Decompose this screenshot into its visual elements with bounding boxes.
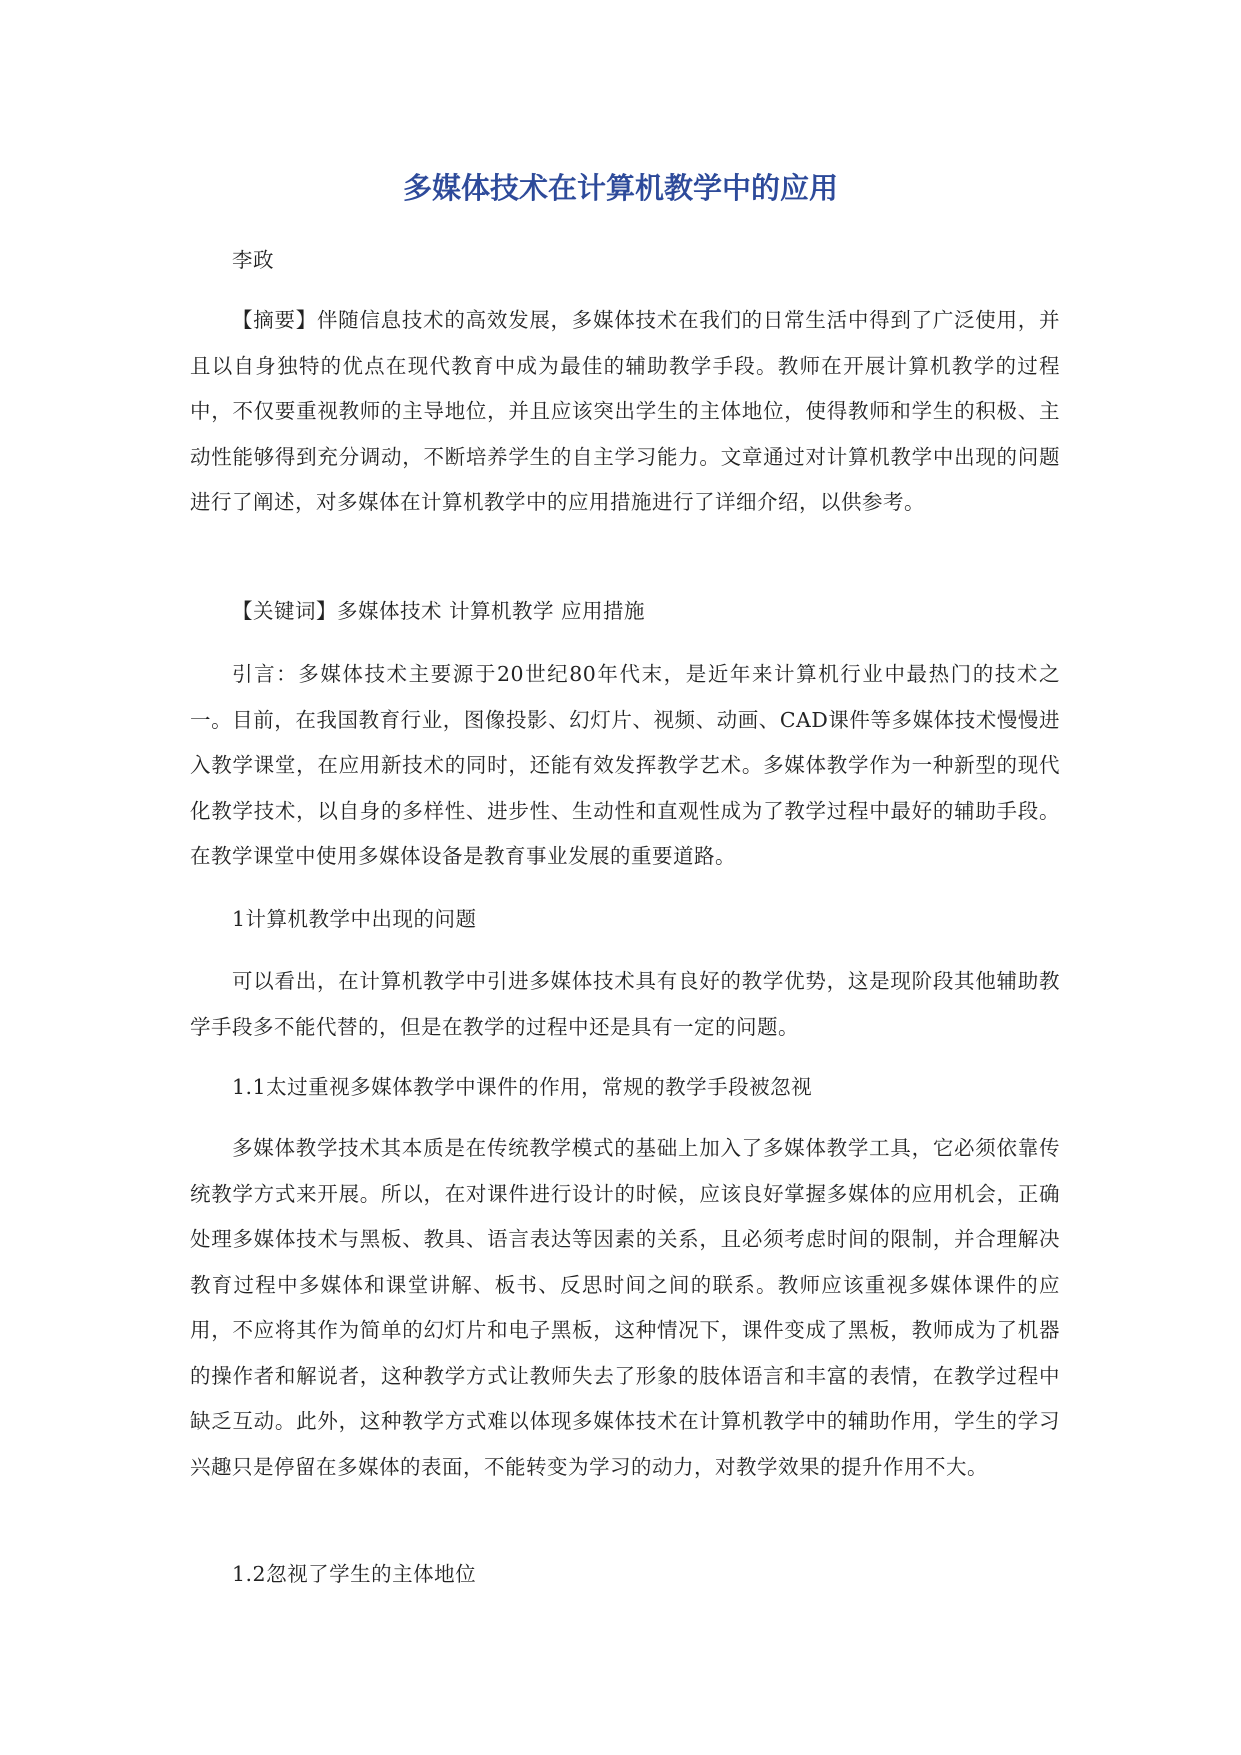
section-1-heading: 1计算机教学中出现的问题 — [232, 907, 477, 931]
section-1-paragraph: 可以看出，在计算机教学中引进多媒体技术具有良好的教学优势，这是现阶段其他辅助教学手段多不能代替的，但是在教学的过程中还是具有一定的问题。 — [190, 969, 1060, 1039]
intro-paragraph: 引言：多媒体技术主要源于20世纪80年代末，是近年来计算机行业中最热门的技术之一。目前，在我国教育行业，图像投影、幻灯片、视频、动画、CAD课件等多媒体技术慢慢进入教学课堂，在应用新技术的同时，还能有效发挥教学艺术。多媒体教学作为一种新型的现代化教学技术，以自身的多样性、进步性、生动性和直观性成为了教学过程中最好的辅助手段。在教学课堂中使用多媒体设备是教育事业发展的重要道路。 — [190, 662, 1060, 868]
keywords-line: 【关键词】多媒体技术 计算机教学 应用措施 — [232, 599, 646, 623]
section-1-2-heading: 1.2忽视了学生的主体地位 — [232, 1562, 477, 1586]
section-1-1-heading: 1.1太过重视多媒体教学中课件的作用，常规的教学手段被忽视 — [232, 1075, 813, 1099]
author-name: 李政 — [232, 248, 274, 272]
abstract-paragraph: 【摘要】伴随信息技术的高效发展，多媒体技术在我们的日常生活中得到了广泛使用，并且以自身独特的优点在现代教育中成为最佳的辅助教学手段。教师在开展计算机教学的过程中，不仅要重视教师的主导地位，并且应该突出学生的主体地位，使得教师和学生的积极、主动性能够得到充分调动，不断培养学生的自主学习能力。文章通过对计算机教学中出现的问题进行了阐述，对多媒体在计算机教学中的应用措施进行了详细介绍，以供参考。 — [190, 308, 1060, 514]
section-1-1-paragraph: 多媒体教学技术其本质是在传统教学模式的基础上加入了多媒体教学工具，它必须依靠传统教学方式来开展。所以，在对课件进行设计的时候，应该良好掌握多媒体的应用机会，正确处理多媒体技术与黑板、教具、语言表达等因素的关系，且必须考虑时间的限制，并合理解决教育过程中多媒体和课堂讲解、板书、反思时间之间的联系。教师应该重视多媒体课件的应用，不应将其作为简单的幻灯片和电子黑板，这种情况下，课件变成了黑板，教师成为了机器的操作者和解说者，这种教学方式让教师失去了形象的肢体语言和丰富的表情，在教学过程中缺乏互动。此外，这种教学方式难以体现多媒体技术在计算机教学中的辅助作用，学生的学习兴趣只是停留在多媒体的表面，不能转变为学习的动力，对教学效果的提升作用不大。 — [190, 1136, 1060, 1479]
document-title: 多媒体技术在计算机教学中的应用 — [402, 171, 838, 205]
